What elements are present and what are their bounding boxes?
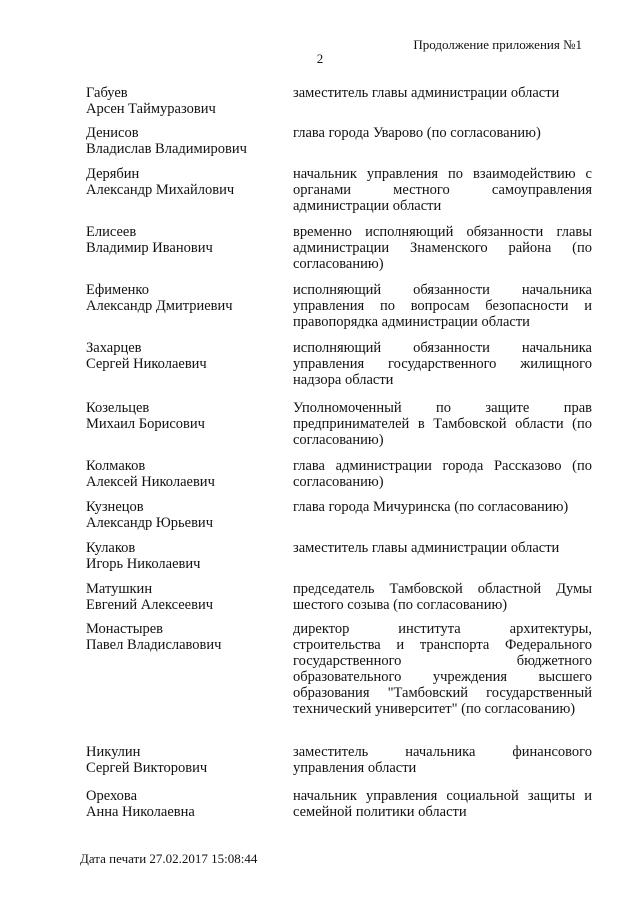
member-surname: Монастырев — [86, 621, 164, 637]
member-name — [86, 340, 281, 372]
member-given-names: Анна Николаевна — [86, 804, 195, 820]
member-role: начальник управления социальной защиты и семейной политики области — [293, 788, 592, 820]
member-surname: Кулаков — [86, 540, 136, 556]
member-name — [86, 400, 281, 432]
member-surname: Кузнецов — [86, 499, 144, 515]
member-given-names: Александр Михайлович — [86, 182, 235, 198]
member-surname: Денисов — [86, 125, 139, 141]
member-given-names: Александр Дмитриевич — [86, 298, 233, 314]
member-name — [86, 224, 281, 256]
member-role: заместитель главы администрации области — [293, 540, 560, 556]
member-surname: Никулин — [86, 744, 141, 760]
member-role: глава города Уварово (по согласованию) — [293, 125, 541, 141]
member-given-names: Владислав Владимирович — [86, 141, 247, 157]
member-name — [86, 788, 281, 820]
appendix-continuation-note: Продолжение приложения №1 — [413, 37, 582, 52]
member-given-names: Александр Юрьевич — [86, 515, 213, 531]
member-surname: Матушкин — [86, 581, 153, 597]
member-name — [86, 458, 281, 490]
member-surname: Колмаков — [86, 458, 146, 474]
member-role: заместитель начальника финансового управления области — [293, 744, 592, 776]
member-name — [86, 581, 281, 613]
member-surname: Орехова — [86, 788, 138, 804]
member-given-names: Игорь Николаевич — [86, 556, 201, 572]
member-surname: Елисеев — [86, 224, 137, 240]
member-name — [86, 499, 281, 531]
member-role: исполняющий обязанности начальника управления государственного жилищного надзора области — [293, 340, 592, 388]
member-given-names: Евгений Алексеевич — [86, 597, 214, 613]
print-date: Дата печати 27.02.2017 15:08:44 — [80, 851, 258, 866]
member-surname: Ефименко — [86, 282, 149, 298]
member-role: исполняющий обязанности начальника управления по вопросам безопасности и правопорядка администрации области — [293, 282, 592, 330]
member-surname: Захарцев — [86, 340, 142, 356]
member-role: заместитель главы администрации области — [293, 85, 560, 101]
member-given-names: Сергей Викторович — [86, 760, 208, 776]
member-given-names: Павел Владиславович — [86, 637, 222, 653]
member-surname: Дерябин — [86, 166, 140, 182]
member-role: Уполномоченный по защите прав предпринимателей в Тамбовской области (по согласованию) — [293, 400, 592, 448]
member-name — [86, 744, 281, 776]
member-given-names: Арсен Таймуразович — [86, 101, 216, 117]
member-role: глава администрации города Рассказово (по согласованию) — [293, 458, 592, 490]
member-given-names: Владимир Иванович — [86, 240, 213, 256]
member-name — [86, 540, 281, 572]
member-given-names: Сергей Николаевич — [86, 356, 207, 372]
member-role: глава города Мичуринска (по согласованию) — [293, 499, 569, 515]
member-name — [86, 125, 281, 157]
member-role: председатель Тамбовской областной Думы шестого созыва (по согласованию) — [293, 581, 592, 613]
member-role: директор института архитектуры, строительства и транспорта Федерального государственного бюджетного образовательного учреждения высшего образования "Тамбовский государственный технический университет" (по согласованию) — [293, 621, 592, 717]
page-number: 2 — [316, 51, 324, 66]
member-surname: Габуев — [86, 85, 128, 101]
member-role: временно исполняющий обязанности главы администрации Знаменского района (по согласованию) — [293, 224, 592, 272]
member-name — [86, 85, 281, 117]
member-name — [86, 282, 281, 314]
member-surname: Козельцев — [86, 400, 150, 416]
member-given-names: Михаил Борисович — [86, 416, 205, 432]
member-role: начальник управления по взаимодействию с органами местного самоуправления администрации области — [293, 166, 592, 214]
member-name — [86, 621, 281, 653]
member-given-names: Алексей Николаевич — [86, 474, 215, 490]
member-name — [86, 166, 281, 198]
